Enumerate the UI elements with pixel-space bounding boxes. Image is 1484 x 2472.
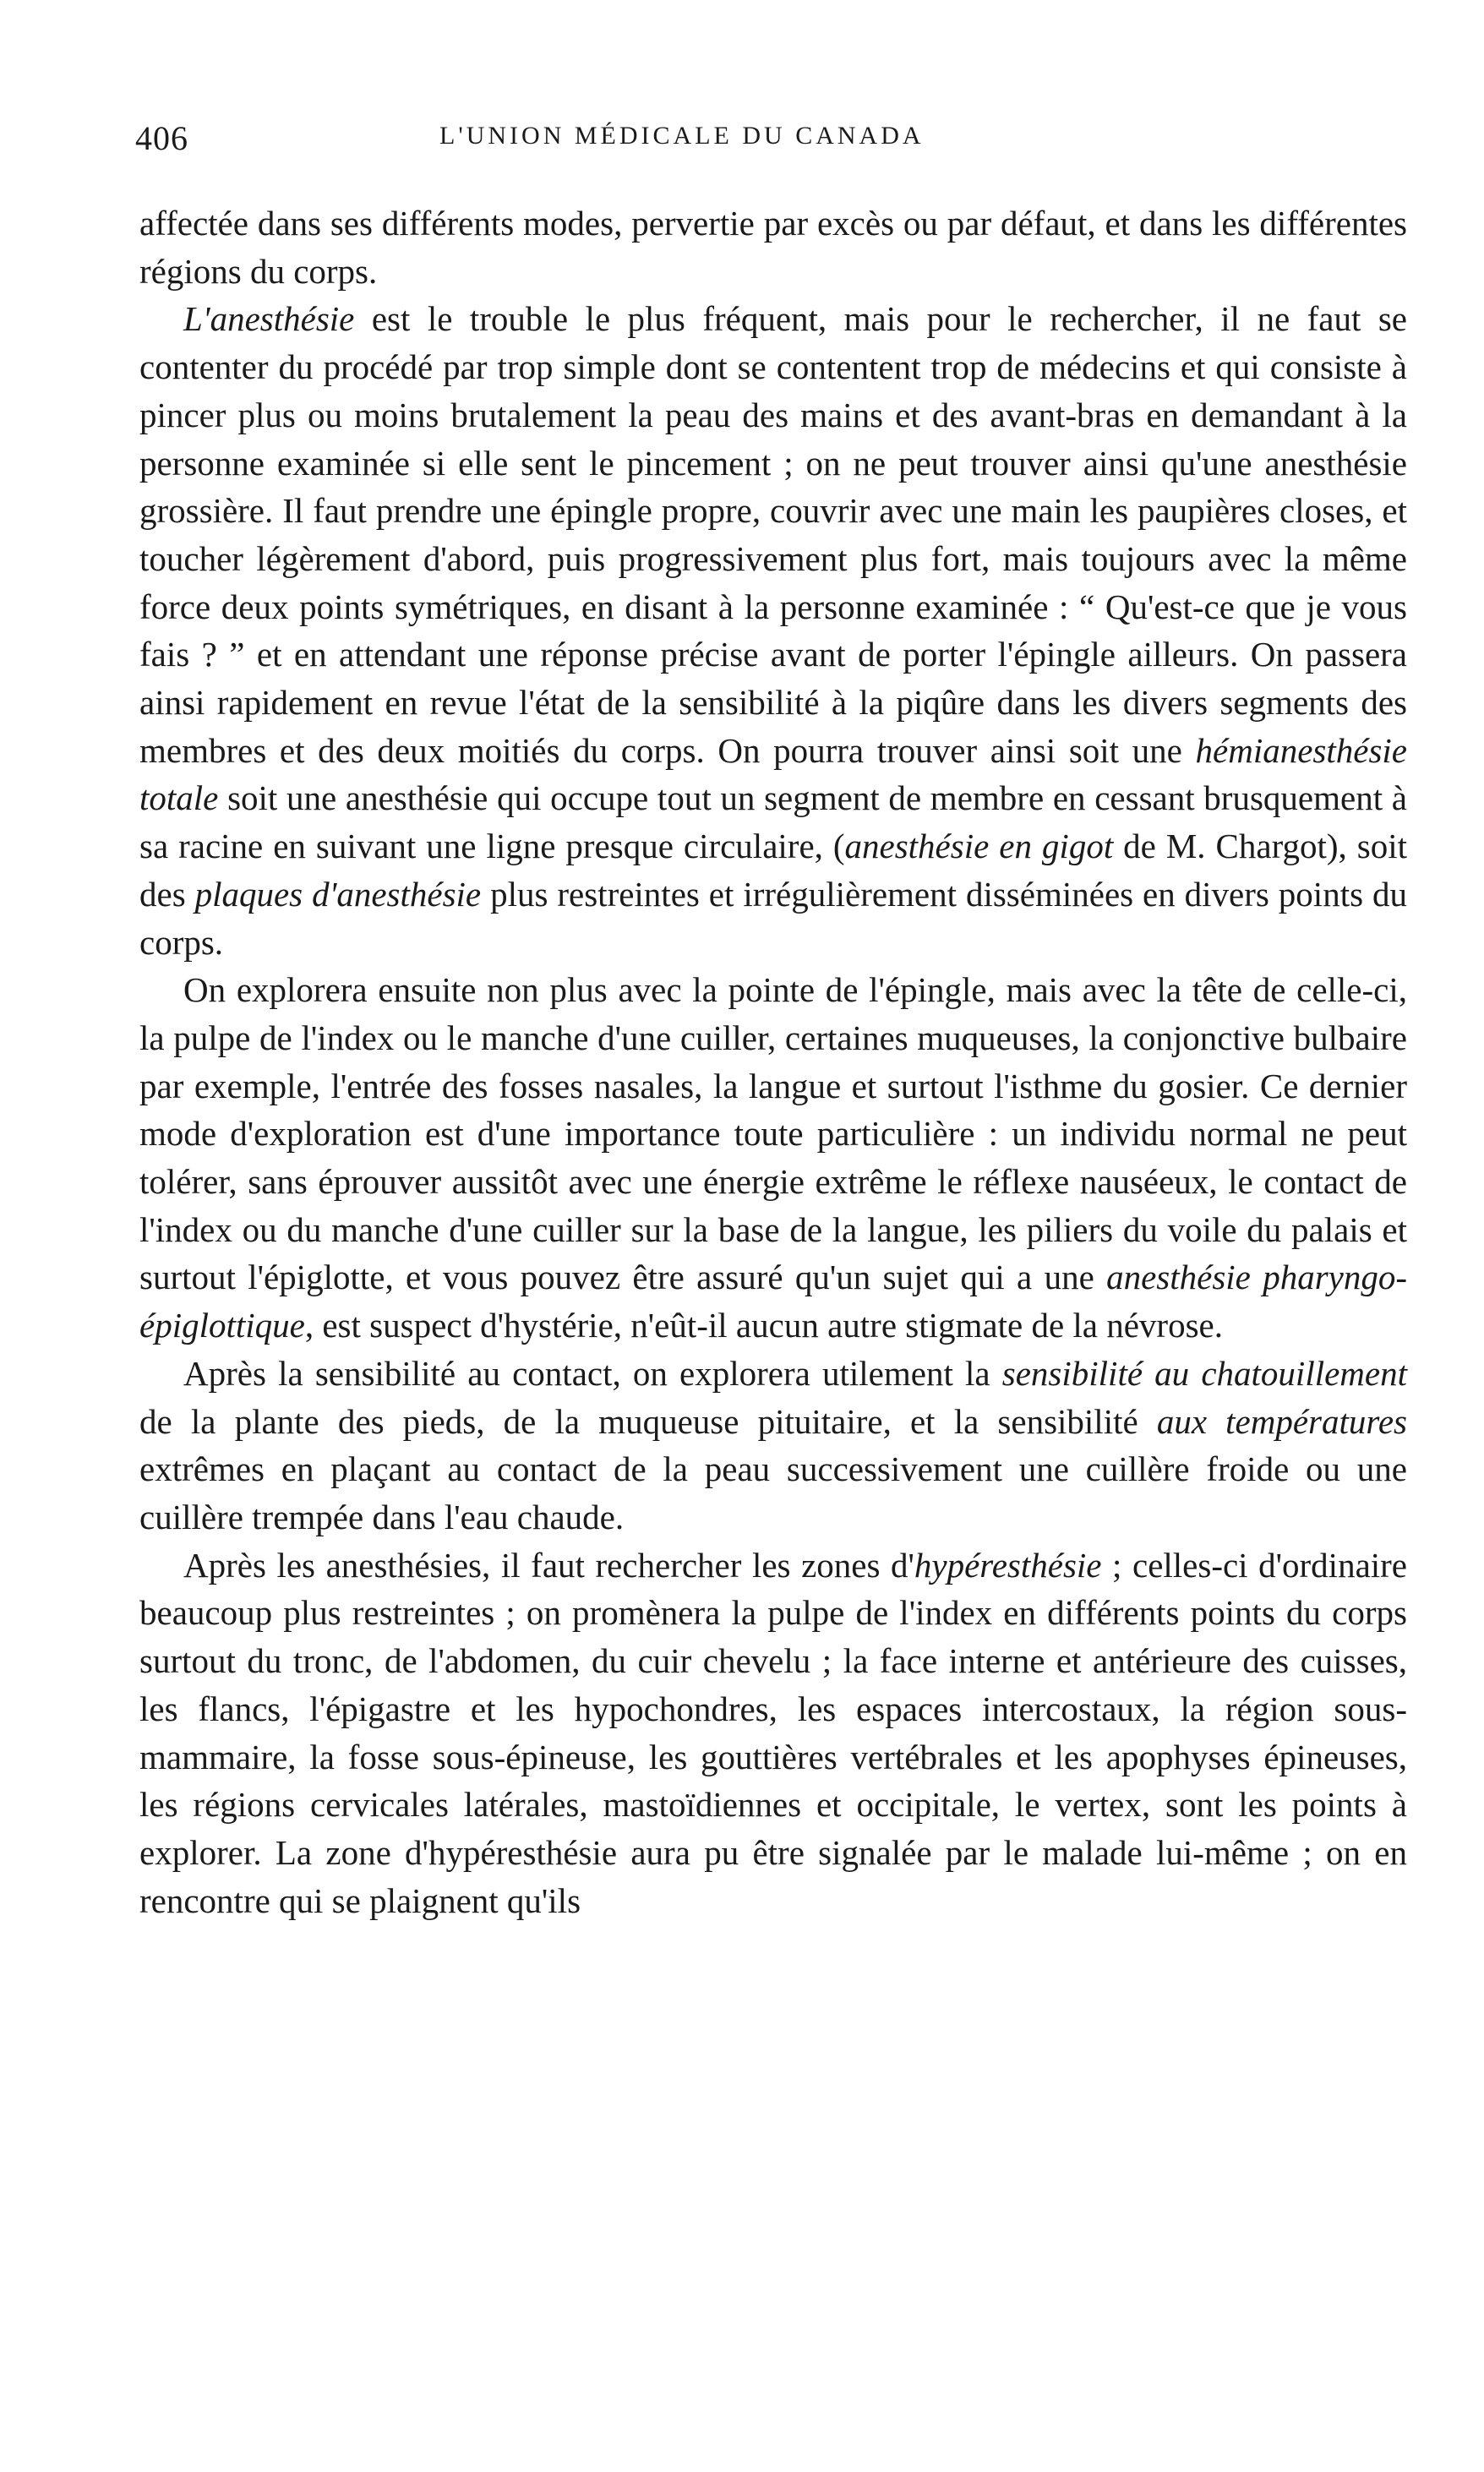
text-segment: On explorera ensuite non plus avec la pointe de l'épingle, mais avec la tête de celle-ci, la pulpe de l'index ou le manche d'une cuiller, certaines muqueuses, la conjonctive bulbaire par exemple, l'entrée des fosses nasales, la langue et surtout l'isthme du gosier. Ce dernier mode d'exploration est d'une importance toute particulière : un individu normal ne peut tolérer, sans éprouver aussitôt avec une énergie extrême le réflexe nauséeux, le contact de l'index ou du manche d'une cuiller sur la base de la langue, les piliers du voile du palais et surtout l'épiglotte, et vous pouvez être assuré qu'un sujet qui a une: [139, 970, 1407, 1297]
text-segment: affectée dans ses différents modes, pervertie par excès ou par défaut, et dans les différentes régions du corps.: [139, 204, 1407, 291]
page-header: [135, 118, 1403, 161]
text-segment: Après les anesthésies, il faut rechercher les zones d': [183, 1545, 914, 1585]
paragraph: [139, 199, 1407, 295]
italic-term: L'anesthésie: [183, 299, 355, 339]
running-head: L'UNION MÉDICALE DU CANADA: [439, 122, 925, 150]
text-segment: ; celles-ci d'ordinaire beaucoup plus restreintes ; on promènera la pulpe de l'index en différents points du corps surtout du tronc, de l'abdomen, du cuir chevelu ; la face interne et antérieure des cuisses, les flancs, l'épigastre et les hypochondres, les espaces intercostaux, la région sous-mammaire, la fosse sous-épineuse, les gouttières vertébrales et les apophyses épineuses, les régions cervicales latérales, mastoïdiennes et occipitale, le vertex, sont les points à explorer. La zone d'hypéresthésie aura pu être signalée par le malade lui-même ; on en rencontre qui se plaignent qu'ils: [139, 1545, 1408, 1920]
paragraph: [139, 1350, 1407, 1542]
paragraph: [139, 966, 1407, 1350]
text-segment: soit une anesthésie qui occupe tout un segment de membre en cessant brusquement à sa racine en suivant une ligne presque circulaire, (: [139, 778, 1407, 866]
text-segment: de M. Chargot), soit des: [139, 827, 1407, 914]
body-text: [139, 199, 1407, 1924]
italic-term: hémianesthésie totale: [139, 730, 1407, 818]
text-segment: plus restreintes et irrégulièrement disséminées en divers points du corps.: [139, 874, 1407, 962]
italic-term: anesthésie pharyngo-épiglottique: [139, 1258, 1407, 1345]
text-segment: extrêmes en plaçant au contact de la peau successivement une cuillère froide ou une cuillère trempée dans l'eau chaude.: [139, 1449, 1407, 1536]
italic-term: sensibilité au chatouillement: [1001, 1353, 1408, 1393]
italic-term: hypéresthésie: [914, 1545, 1102, 1585]
paragraph: [139, 1542, 1407, 1925]
paragraph: [139, 295, 1407, 966]
text-segment: de la plante des pieds, de la muqueuse pituitaire, et la sensibilité: [139, 1401, 1157, 1441]
page-number: 406: [135, 119, 188, 157]
italic-term: plaques d'anesthésie: [194, 874, 482, 914]
text-segment: , est suspect d'hystérie, n'eût-il aucun autre stigmate de la névrose.: [304, 1306, 1223, 1345]
text-segment: est le trouble le plus fréquent, mais pour le rechercher, il ne faut se contenter du procédé par trop simple dont se contentent trop de médecins et qui consiste à pincer plus ou moins brutalement la peau des mains et des avant-bras en demandant à la personne examinée si elle sent le pincement ; on ne peut trouver ainsi qu'une anesthésie grossière. Il faut prendre une épingle propre, couvrir avec une main les paupières closes, et toucher légèrement d'abord, puis progressivement plus fort, mais toujours avec la même force deux points symétriques, en disant à la personne examinée : “ Qu'est-ce que je vous fais ? ” et en attendant une réponse précise avant de porter l'épingle ailleurs. On passera ainsi rapidement en revue l'état de la sensibilité à la piqûre dans les divers segments des membres et des deux moitiés du corps. On pourra trouver ainsi soit une: [139, 299, 1407, 770]
text-segment: Après la sensibilité au contact, on explorera utilement la: [183, 1353, 1002, 1393]
italic-term: anesthésie en gigot: [844, 827, 1114, 866]
italic-term: aux températures: [1156, 1401, 1407, 1441]
